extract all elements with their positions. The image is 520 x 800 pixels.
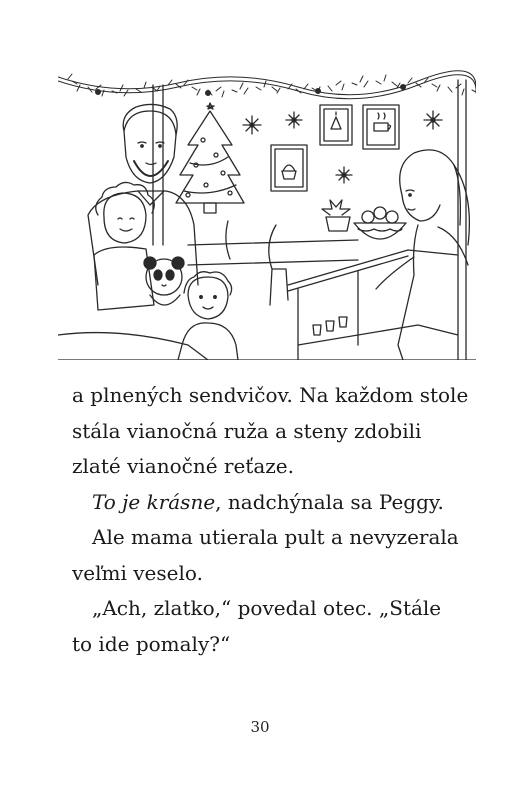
text-line: zlaté vianočné reťaze. <box>72 454 294 478</box>
poinsettia-plant <box>322 200 350 231</box>
girl-figure <box>94 182 154 310</box>
text-line: , nadchýnala sa Peggy. <box>215 489 444 514</box>
illustration <box>58 45 476 360</box>
paragraph-3 <box>72 520 472 591</box>
counter <box>288 250 458 360</box>
garland-decoration <box>58 71 476 99</box>
paragraph-1 <box>72 378 472 485</box>
snowflake-decorations <box>243 111 442 183</box>
text-line: to ide pomaly?“ <box>72 631 231 656</box>
page-text <box>72 378 472 662</box>
paragraph-2 <box>72 485 472 521</box>
page-number: 30 <box>250 718 270 736</box>
text-line: „Ach, zlatko,“ povedal otec. „Stále <box>92 596 442 620</box>
fruit-bowl <box>354 207 406 239</box>
room-background <box>58 80 476 360</box>
christmas-tree <box>176 103 244 213</box>
text-line: Ale mama utierala pult a nevyzerala <box>92 525 459 549</box>
text-line: a plnených sendvičov. Na každom stole <box>72 383 469 407</box>
paragraph-4 <box>72 591 472 662</box>
text-line: veľmi veselo. <box>72 560 203 585</box>
wall-picture-frames <box>271 105 399 191</box>
text-line: stála vianočná ruža a steny zdobili <box>72 418 422 443</box>
italic-thought: To je krásne <box>92 489 216 514</box>
small-girl-figure <box>178 272 238 360</box>
